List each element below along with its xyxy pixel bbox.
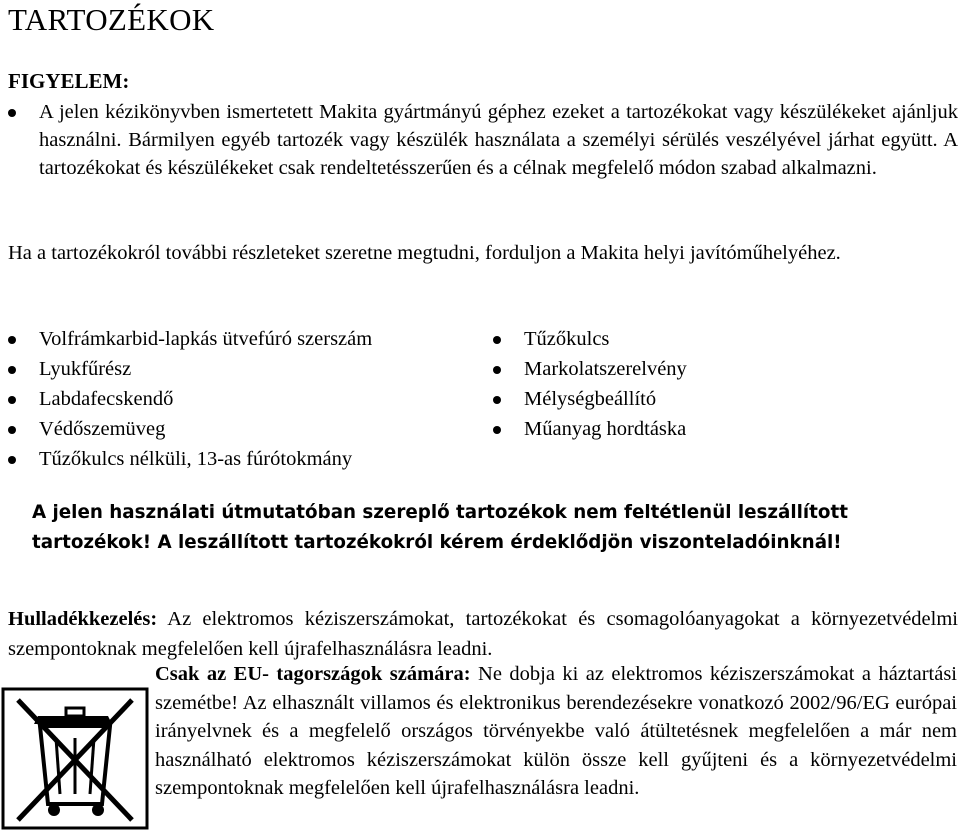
bullet-dot-icon: [8, 396, 16, 404]
accessory-item: [8, 444, 478, 474]
accessory-item: [493, 384, 933, 414]
accessory-item: [8, 354, 478, 384]
warning-item: [8, 98, 958, 182]
accessory-item-label: Volfrámkarbid-lapkás ütvefúró szerszám: [39, 328, 373, 350]
accessory-item-label: Műanyag hordtáska: [524, 418, 687, 440]
warning-list: [8, 98, 958, 182]
bullet-dot-icon: [493, 396, 501, 404]
bullet-dot-icon: [493, 366, 501, 374]
bullet-dot-icon: [8, 109, 16, 117]
eu-disposal-label: Csak az EU- tagországok számára:: [155, 663, 471, 685]
accessory-item: [8, 324, 478, 354]
accessories-list-right: [493, 324, 933, 444]
accessory-item: [493, 414, 933, 444]
accessory-item-label: Védőszemüveg: [39, 418, 166, 440]
bullet-dot-icon: [8, 426, 16, 434]
page-title: TARTOZÉKOK: [8, 2, 215, 37]
crossed-out-wheelie-bin-icon: [0, 686, 150, 831]
accessories-list-left: [8, 324, 478, 474]
waste-disposal-text: Az elektromos kéziszerszámokat, tartozékokat és csomagolóanyagokat a környezetvédelmi szempontoknak megfelelően kell újrafelhasználásra leadni.: [8, 608, 958, 660]
warning-item-text: A jelen kézikönyvben ismertetett Makita gyártmányú géphez ezeket a tartozékokat vagy készülékeket ajánljuk használni. Bármilyen egyéb tartozék vagy készülék használata a személyi sérülés veszélyével járhat együtt. A tartozékokat és készülékeket csak rendeltetésszerűen és a célnak megfelelő módon szabad alkalmazni.: [39, 101, 958, 179]
waste-disposal-label: Hulladékkezelés:: [8, 608, 158, 630]
accessory-item: [8, 384, 478, 414]
accessory-item: [493, 354, 933, 384]
bullet-dot-icon: [8, 366, 16, 374]
supply-notice: A jelen használati útmutatóban szereplő tartozékok nem feltétlenül leszállított tartozékok! A leszállított tartozékokról kérem érdeklődjön viszonteladóinknál!: [32, 502, 848, 553]
accessory-item: [493, 324, 933, 354]
bullet-dot-icon: [8, 336, 16, 344]
accessory-item-label: Mélységbeállító: [524, 388, 657, 410]
accessory-item: [8, 414, 478, 444]
accessory-item-label: Tűzőkulcs: [524, 328, 610, 350]
info-paragraph: Ha a tartozékokról további részleteket szeretne megtudni, forduljon a Makita helyi javítóműhelyéhez.: [8, 242, 841, 264]
eu-disposal-paragraph: [155, 660, 957, 803]
bullet-dot-icon: [493, 426, 501, 434]
waste-disposal-paragraph: [8, 604, 958, 664]
bullet-dot-icon: [493, 336, 501, 344]
warning-heading: FIGYELEM:: [8, 69, 130, 93]
accessory-item-label: Labdafecskendő: [39, 388, 174, 410]
accessory-item-label: Tűzőkulcs nélküli, 13-as fúrótokmány: [39, 448, 353, 470]
accessory-item-label: Lyukfűrész: [39, 358, 132, 380]
eu-disposal-text: Ne dobja ki az elektromos kéziszerszámokat a háztartási szemétbe! Az elhasznált villamos és elektronikus berendezésekre vonatkozó 2002/96/EG európai irányelvnek és a megfelelő országos törvényekbe való átültetésnek megfelelően a már nem használható elektromos kéziszerszámokat külön össze kell gyűjteni és a környezetvédelmi szempontoknak megfelelően kell újrafelhasználásra leadni.: [155, 663, 957, 800]
accessory-item-label: Markolatszerelvény: [524, 358, 687, 380]
bullet-dot-icon: [8, 456, 16, 464]
